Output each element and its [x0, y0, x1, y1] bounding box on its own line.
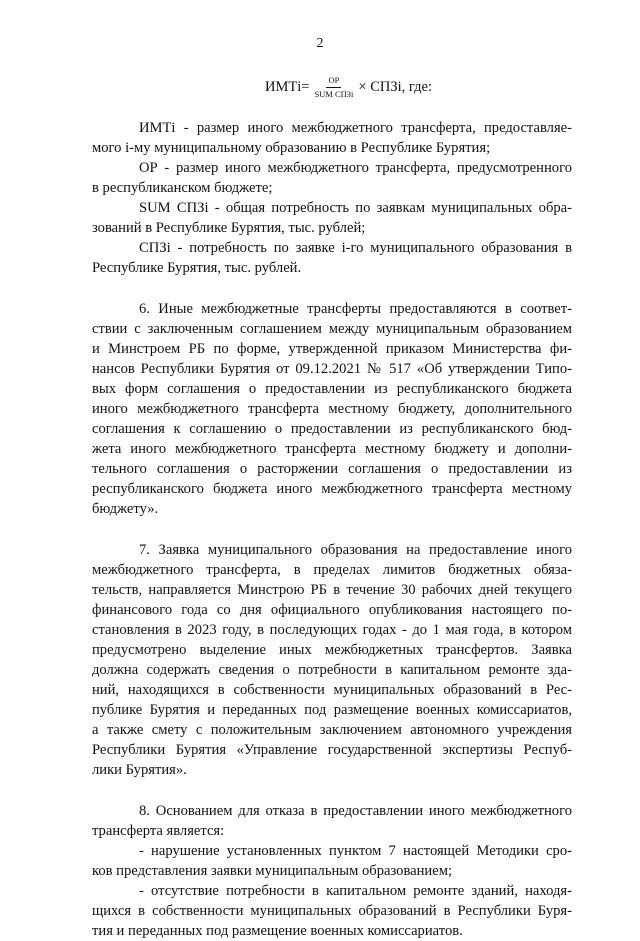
text-line: ИМТi - размер иного межбюджетного трансферта, предоставляе- — [139, 120, 572, 136]
text-line: SUM СПЗi - общая потребность по заявкам муниципальных обра- — [139, 200, 572, 216]
formula-numerator: ОР — [326, 76, 341, 88]
text-line: зований в Республике Бурятия, тыс. рублей; — [92, 220, 366, 236]
text-line: ков представления заявки муниципальным образованием; — [92, 863, 453, 879]
text-line: финансового года со дня официального опубликования настоящего по- — [92, 602, 572, 618]
text-line: 7. Заявка муниципального образования на предоставление иного — [139, 542, 572, 558]
text-line: 6. Иные межбюджетные трансферты предоставляются в соответ- — [139, 301, 572, 317]
text-line: и Минстроем РБ по форме, утвержденной приказом Министерства фи- — [92, 341, 572, 357]
formula-denominator: SUM СПЗi — [314, 88, 354, 99]
text-line: трансферта является: — [92, 823, 225, 839]
text-line: - отсутствие потребности в капитальном ремонте зданий, находя- — [139, 883, 572, 899]
formula-rhs: × СПЗi, где: — [358, 78, 432, 95]
text-line: тия и переданных под размещение военных комиссариатов. — [92, 923, 463, 939]
text-line: соглашения к соглашению о предоставлении из республиканского бюд- — [92, 421, 572, 437]
text-line: щихся в собственности муниципальных образований в Республики Буря- — [92, 903, 572, 919]
document-body — [92, 118, 572, 941]
text-line: в республиканском бюджете; — [92, 180, 273, 196]
text-line: предусмотрено выделение иных межбюджетных трансфертов. Заявка — [92, 642, 572, 658]
text-line: республиканского бюджета иного межбюджетного трансферта местному — [92, 481, 572, 497]
text-line: публике Бурятия и переданных под размещение военных комиссариатов, — [92, 702, 572, 718]
text-line: должна содержать сведения о потребности в капитальном ремонте зда- — [92, 662, 572, 678]
text-line: вых форм соглашения о предоставлении из республиканского бюджета — [92, 381, 572, 397]
text-line: а также смету с положительным заключением автономного учреждения — [92, 722, 572, 738]
text-line: тельств, направляется Минстрою РБ в течение 30 рабочих дней текущего — [92, 582, 572, 598]
text-line: мого i-му муниципальному образованию в Республике Бурятия; — [92, 140, 491, 156]
text-line: бюджету». — [92, 501, 159, 517]
text-line: ствии с заключенным соглашением между муниципальным образованием — [92, 321, 572, 337]
text-line: тельного соглашения о расторжении соглашения о предоставлении из — [92, 461, 572, 477]
paragraph-gap — [92, 278, 572, 299]
text-line: Республики Бурятия «Управление государственной экспертизы Респуб- — [92, 742, 572, 758]
text-line: межбюджетного трансферта, в пределах лимитов бюджетных обяза- — [92, 562, 572, 578]
text-line: иного межбюджетного трансферта местному бюджету, дополнительного — [92, 401, 572, 417]
text-line: Республике Бурятия, тыс. рублей. — [92, 260, 302, 276]
text-line: - нарушение установленных пунктом 7 настоящей Методики сро- — [139, 843, 572, 859]
page-number: 2 — [316, 36, 324, 51]
paragraph-gap — [92, 780, 572, 801]
text-line: СПЗi - потребность по заявке i-го муниципального образования в — [139, 240, 572, 256]
text-line: жета иного межбюджетного трансферта местному бюджету и дополни- — [92, 441, 572, 457]
text-line: становления в 2023 году, в последующих годах - до 1 мая года, в котором — [92, 622, 572, 638]
formula-fraction — [312, 76, 355, 98]
text-line: нансов Республики Бурятия от 09.12.2021 № 517 «Об утверждении Типо- — [92, 361, 572, 377]
paragraph-gap — [92, 519, 572, 540]
formula-lhs: ИМТi= — [265, 78, 310, 95]
text-line: лики Бурятия». — [92, 762, 187, 778]
text-line: ОР - размер иного межбюджетного трансферта, предусмотренного — [139, 160, 572, 176]
formula — [265, 76, 432, 98]
text-line: ний, находящихся в собственности муниципальных образований в Рес- — [92, 682, 572, 698]
text-line: 8. Основанием для отказа в предоставлении иного межбюджетного — [139, 803, 572, 819]
